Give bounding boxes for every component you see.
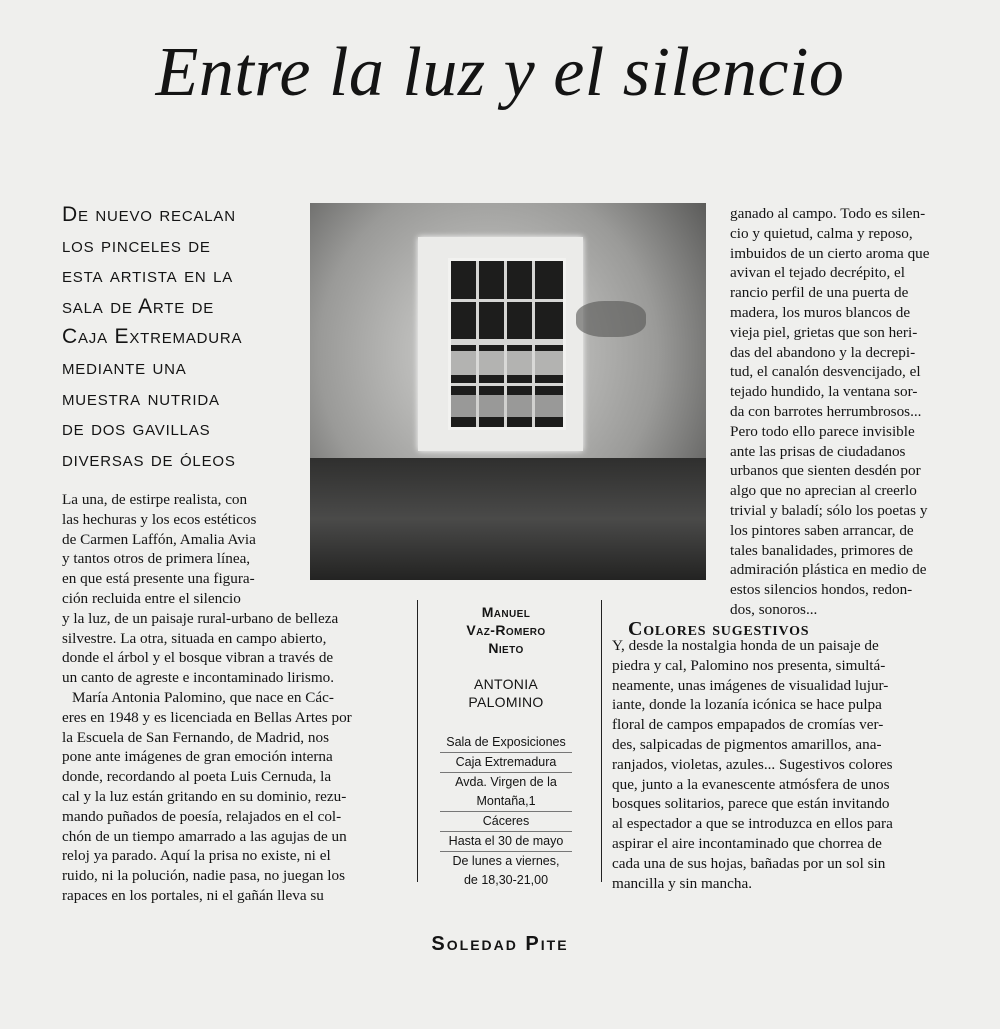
text-line: tales banalidades, primores de [730,541,914,559]
text-line: cio y quietud, calma y reposo, [730,224,913,242]
text-line: y la luz, de un paisaje rural-urbano de belleza [62,609,339,627]
lead-line: Caja Extremadura [62,325,243,349]
lead-line: esta artista en la [62,264,234,288]
lead-line: sala de Arte de [62,294,215,318]
column-rule-right [601,600,602,882]
artist-name: ANTONIA PALOMINO [468,676,544,710]
text-line: piedra y cal, Palomino nos presenta, simultá- [612,656,886,674]
text-line: aspirar el aire incontaminado que chorrea de [612,834,882,852]
text-line: cada una de sus hojas, bañadas por un sol sin [612,854,886,872]
text-line: mancilla y sin mancha. [612,874,753,892]
text-line: un canto de agreste e incontaminado lirismo. [62,669,335,687]
text-line: iante, donde la lozanía icónica se hace pulpa [612,696,882,714]
author-name: Manuel Vaz-Romero Nieto [466,604,546,656]
info-line: De lunes a viernes, [440,851,572,871]
exhibition-credit-box [440,603,572,890]
text-line: de Carmen Laffón, Amalia Avia [62,530,256,548]
info-line: de 18,30-21,00 [463,873,549,887]
text-line: eres en 1948 y es licenciada en Bellas Artes por [62,708,352,726]
text-line: ganado al campo. Todo es silen- [730,205,926,222]
text-line: madera, los muros blancos de [730,303,911,321]
wall-stain [576,301,646,337]
text-line: des, salpicadas de pigmentos amarillos, ana- [612,735,882,753]
text-line: vieja piel, grietas que son heri- [730,323,918,341]
text-line: La una, de estirpe realista, con [62,491,248,508]
info-line: Avda. Virgen de la [440,772,572,792]
lead-paragraph [62,200,302,475]
text-line: los pintores saben arrancar, de [730,521,914,539]
text-line: que, junto a la evanescente atmósfera de unos [612,775,890,793]
text-line: María Antonia Palomino, que nace en Các- [72,688,334,706]
text-line: mando puñados de poesía, relajados en el col- [62,807,342,825]
byline: Soledad Pite [431,933,569,955]
text-line: reloj ya parado. Aquí la prisa no existe, ni el [62,847,331,865]
text-line: avivan el tejado decrépito, el [730,264,905,282]
text-line: al espectador a que se introduzca en ellos para [612,815,893,833]
text-line: ruido, ni la polución, nadie pasa, no juegan los [62,867,346,885]
text-line: ción recluida entre el silencio [62,589,241,607]
text-line: la Escuela de San Fernando, de Madrid, nos [62,728,329,746]
lead-line: mediante una [62,355,187,379]
text-line: das del abandono y la decrepi- [730,343,916,361]
text-line: pone ante imágenes de gran emoción interna [62,748,333,766]
text-line: urbanos que sienten desdén por [730,462,921,480]
text-line: da con barrotes herrumbrosos... [730,402,922,420]
text-line: bosques solitarios, parece que están invitando [612,795,890,813]
lead-line: de dos gavillas [62,417,211,441]
body-column-right [730,204,958,620]
info-line: Caja Extremadura [440,752,572,772]
text-line: tejado hundido, la ventana sor- [730,383,918,401]
text-line: ante las prisas de ciudadanos [730,442,906,460]
text-line: Y, desde la nostalgia honda de un paisaje de [612,637,879,654]
text-line: algo que no aprecian al creerlo [730,482,917,500]
exhibition-info [440,733,572,890]
text-line: y tantos otros de primera línea, [62,550,251,568]
text-line: admiración plástica en medio de [730,561,927,579]
text-line: trivial y baladí; sólo los poetas y [730,501,928,519]
text-line: las hechuras y los ecos estéticos [62,510,257,528]
text-line: rancio perfil de una puerta de [730,284,909,302]
section-subhead: Colores sugestivos [628,618,810,640]
text-line: floral de campos empapados de cromías ver- [612,716,884,734]
lead-line: los pinceles de [62,233,211,257]
info-line: Sala de Exposiciones [446,735,566,749]
text-line: estos silencios hondos, redon- [730,581,913,599]
body-column-right-lower [612,636,960,893]
lead-line: diversas de óleos [62,447,236,471]
window-pane [448,258,566,430]
text-line: ranjados, violetas, azules... Sugestivos colores [612,755,893,773]
lead-line: De nuevo recalan [62,203,236,226]
text-line: Pero todo ello parece invisible [730,422,915,440]
text-line: chón de un tiempo amarrado a las agujas de un [62,827,347,845]
column-rule-left [417,600,418,882]
text-line: imbuidos de un cierto aroma que [730,244,930,262]
lead-line: muestra nutrida [62,386,220,410]
info-line: Cáceres [440,811,572,831]
text-line: rapaces en los portales, ni el gañán lleva su [62,886,324,904]
body-column-left [62,490,392,906]
text-line: cal y la luz están gritando en su dominio, rezu- [62,787,347,805]
article-title: Entre la luz y el silencio [155,34,845,111]
text-line: tud, el canalón desvencijado, el [730,363,921,381]
text-line: dos, sonoros... [730,600,818,618]
text-line: donde, recordando al poeta Luis Cernuda, la [62,768,332,786]
text-line: silvestre. La otra, situada en campo abierto, [62,629,327,647]
text-line: en que está presente una figura- [62,570,255,588]
info-line: Montaña,1 [476,794,536,808]
text-line: neamente, unas imágenes de visualidad lujur- [612,676,889,694]
info-line: Hasta el 30 de mayo [440,831,572,851]
text-line: donde el árbol y el bosque vibran a través de [62,649,334,667]
